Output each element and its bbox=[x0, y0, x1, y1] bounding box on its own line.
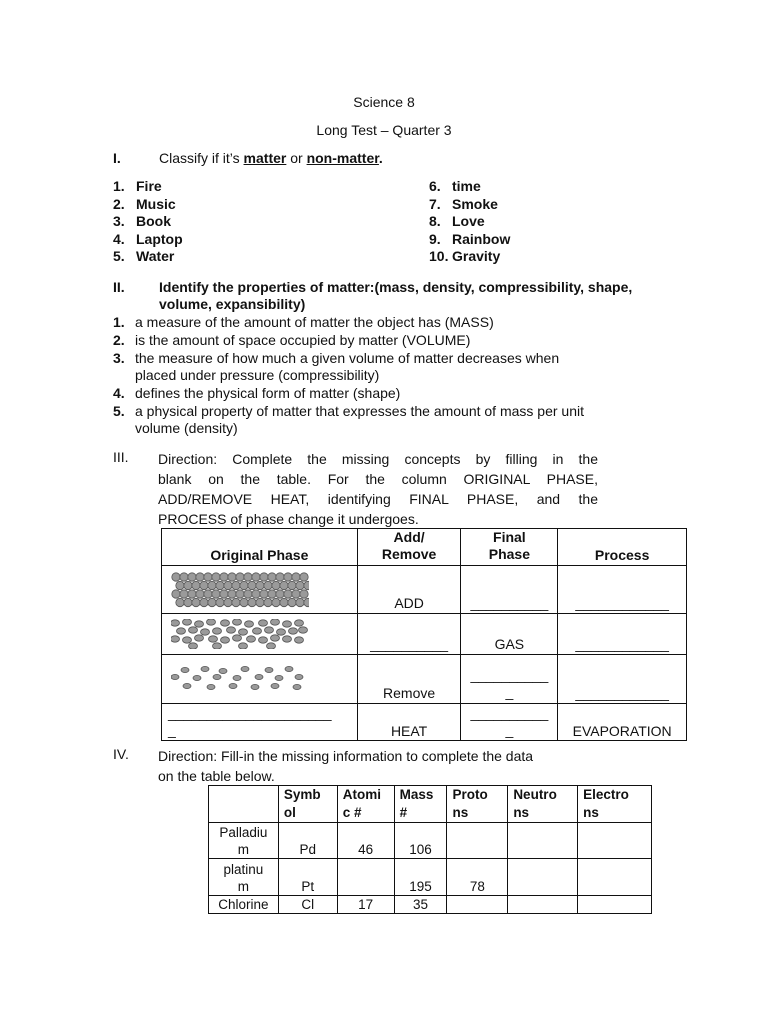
liquid-particles-illustration bbox=[171, 619, 309, 649]
property-item-line-1: a measure of the amount of matter the object has (MASS) bbox=[135, 314, 494, 330]
section-2-instruction bbox=[159, 279, 632, 313]
header-element bbox=[209, 786, 279, 823]
particle bbox=[220, 572, 228, 580]
particle bbox=[256, 581, 264, 589]
list-item-text: Love bbox=[452, 213, 485, 229]
particle bbox=[271, 619, 280, 625]
particle bbox=[255, 674, 263, 679]
property-item-text bbox=[135, 314, 673, 332]
list-item bbox=[429, 213, 485, 230]
property-item-line-1: a physical property of matter that expresses the amount of mass per unit bbox=[135, 402, 584, 419]
particle bbox=[195, 621, 204, 627]
particle bbox=[172, 589, 180, 597]
section-1-numeral: I. bbox=[113, 150, 121, 166]
phase-table-header-row bbox=[162, 529, 687, 566]
particle bbox=[192, 598, 200, 606]
particle bbox=[299, 627, 308, 633]
phase-table-row bbox=[162, 614, 687, 655]
particle bbox=[267, 643, 276, 649]
property-item-line-1: defines the physical form of matter (shape) bbox=[135, 385, 401, 402]
particle bbox=[200, 598, 208, 606]
list-item-text: Gravity bbox=[452, 248, 501, 264]
cell-symbol: Pd bbox=[278, 823, 337, 859]
list-item bbox=[113, 248, 174, 265]
particle bbox=[233, 675, 241, 680]
particle bbox=[232, 581, 240, 589]
particle bbox=[200, 581, 208, 589]
particle bbox=[259, 637, 268, 643]
subject-heading: Science 8 bbox=[353, 94, 415, 110]
particle bbox=[183, 683, 191, 688]
section-4-direction-line-2: on the table below. bbox=[158, 768, 275, 784]
particle bbox=[296, 598, 304, 606]
cell-process-blank[interactable]: ____________ bbox=[558, 566, 687, 614]
cell-final-phase-blank[interactable]: __________ bbox=[461, 566, 558, 614]
section-3-numeral: III. bbox=[113, 449, 129, 465]
particle bbox=[265, 627, 274, 633]
particle bbox=[171, 636, 180, 642]
element-table-row bbox=[209, 823, 652, 859]
particle bbox=[268, 589, 276, 597]
property-item-number: 2. bbox=[113, 331, 125, 348]
particle bbox=[248, 581, 256, 589]
particle bbox=[280, 581, 288, 589]
particle bbox=[260, 572, 268, 580]
list-item-number: 3. bbox=[113, 213, 125, 229]
element-table-row bbox=[209, 859, 652, 896]
particle bbox=[260, 589, 268, 597]
gas-particles-image bbox=[162, 655, 358, 704]
liquid-particles-image bbox=[162, 614, 358, 655]
section-2-instruction-line-1: Identify the properties of matter:(mass, density, compressibility, shape, bbox=[159, 279, 633, 295]
cell-original-phase-blank[interactable]: _____________________ _ bbox=[162, 704, 358, 741]
particle bbox=[253, 628, 262, 634]
particle bbox=[176, 581, 184, 589]
phase-table-row bbox=[162, 566, 687, 614]
particle bbox=[183, 619, 192, 625]
phase-change-table bbox=[161, 528, 687, 741]
list-item bbox=[429, 178, 481, 195]
list-item bbox=[429, 248, 500, 265]
particle bbox=[209, 636, 218, 642]
particle bbox=[224, 598, 232, 606]
list-item-number: 5. bbox=[113, 248, 125, 264]
particle bbox=[239, 643, 248, 649]
particle bbox=[207, 684, 215, 689]
particle bbox=[207, 619, 216, 625]
particle bbox=[228, 589, 236, 597]
particle bbox=[213, 643, 222, 649]
particle bbox=[204, 589, 212, 597]
particle bbox=[265, 667, 273, 672]
header-process: Process bbox=[558, 529, 687, 566]
cell-final-phase: GAS bbox=[461, 614, 558, 655]
particle bbox=[288, 598, 296, 606]
particle bbox=[276, 572, 284, 580]
particle bbox=[288, 581, 296, 589]
direction-line-2: blank on the table. For the column ORIGINAL PHASE, bbox=[158, 471, 598, 487]
list-item bbox=[429, 231, 510, 248]
list-item-text: Book bbox=[136, 213, 171, 229]
solid-particles-illustration bbox=[171, 572, 309, 608]
cell-mass-number: 195 bbox=[394, 859, 447, 896]
particle bbox=[277, 629, 286, 635]
list-item bbox=[429, 196, 498, 213]
header-protons: Proto ns bbox=[447, 786, 508, 823]
property-item bbox=[113, 403, 673, 438]
cell-process-blank[interactable]: ____________ bbox=[558, 614, 687, 655]
particle bbox=[236, 589, 244, 597]
particle bbox=[213, 674, 221, 679]
list-item-text: Laptop bbox=[136, 230, 183, 247]
cell-process-blank[interactable]: ____________ bbox=[558, 655, 687, 704]
particle bbox=[304, 581, 309, 589]
particle bbox=[184, 598, 192, 606]
particle bbox=[181, 667, 189, 672]
list-item-number: 4. bbox=[113, 230, 125, 247]
particle bbox=[227, 627, 236, 633]
section-4-direction-line-1: Direction: Fill-in the missing information to complete the data bbox=[158, 748, 534, 764]
list-item-number: 7. bbox=[429, 195, 441, 212]
particle bbox=[293, 684, 301, 689]
cell-electrons-blank[interactable] bbox=[578, 896, 652, 914]
cell-final-phase-blank[interactable]: __________ _ bbox=[461, 655, 558, 704]
property-item bbox=[113, 350, 673, 385]
list-item-text: Rainbow bbox=[452, 230, 511, 247]
particle bbox=[216, 581, 224, 589]
property-item-line-2: volume (density) bbox=[135, 420, 238, 437]
header-add-remove: Add/ Remove bbox=[357, 529, 461, 566]
section-2-numeral: II. bbox=[113, 279, 125, 295]
word-or: or bbox=[286, 150, 307, 166]
particle bbox=[212, 589, 220, 597]
particle bbox=[239, 629, 248, 635]
header-mass-number: Mass # bbox=[394, 786, 447, 823]
particle bbox=[180, 572, 188, 580]
particle bbox=[201, 666, 209, 671]
particle bbox=[283, 636, 292, 642]
property-item-text bbox=[135, 332, 673, 350]
particle bbox=[196, 589, 204, 597]
particle bbox=[240, 598, 248, 606]
particle bbox=[304, 598, 309, 606]
cell-neutrons-blank[interactable] bbox=[508, 823, 578, 859]
particle bbox=[300, 572, 308, 580]
header-neutrons: Neutro ns bbox=[508, 786, 578, 823]
particle bbox=[296, 581, 304, 589]
particle bbox=[221, 620, 230, 626]
element-table-header-row bbox=[209, 786, 652, 823]
list-item-text: Music bbox=[136, 195, 176, 212]
property-item-text bbox=[135, 403, 673, 438]
cell-add-remove: Remove bbox=[357, 655, 461, 704]
direction-line-1: Direction: Complete the missing concepts by filling in the bbox=[158, 451, 598, 467]
phase-table-row bbox=[162, 655, 687, 704]
instruction-suffix: . bbox=[378, 150, 383, 166]
particle bbox=[204, 572, 212, 580]
particle bbox=[221, 637, 230, 643]
particle bbox=[208, 581, 216, 589]
cell-neutrons-blank[interactable] bbox=[508, 896, 578, 914]
section-2-instruction-line-2: volume, expansibility) bbox=[159, 296, 306, 312]
particle bbox=[275, 675, 283, 680]
particle bbox=[292, 589, 300, 597]
cell-element-name: platinu m bbox=[209, 859, 279, 896]
cell-element-name: Chlorine bbox=[209, 896, 279, 914]
particle bbox=[259, 620, 268, 626]
phase-table-row bbox=[162, 704, 687, 741]
list-item-text: Fire bbox=[136, 178, 162, 194]
property-item bbox=[113, 314, 673, 332]
particle bbox=[272, 581, 280, 589]
cell-protons-blank[interactable] bbox=[447, 896, 508, 914]
cell-electrons-blank[interactable] bbox=[578, 859, 652, 896]
particle bbox=[183, 637, 192, 643]
list-item bbox=[113, 178, 162, 195]
list-item-number: 1. bbox=[113, 178, 125, 194]
test-title: Long Test – Quarter 3 bbox=[316, 122, 452, 138]
particle bbox=[245, 621, 254, 627]
particle bbox=[192, 581, 200, 589]
cell-process: EVAPORATION bbox=[558, 704, 687, 741]
particle bbox=[283, 621, 292, 627]
particle bbox=[284, 589, 292, 597]
particle bbox=[295, 674, 303, 679]
particle bbox=[224, 581, 232, 589]
particle bbox=[271, 635, 280, 641]
cell-electrons-blank[interactable] bbox=[578, 823, 652, 859]
particle bbox=[232, 598, 240, 606]
list-item-text: time bbox=[452, 178, 481, 194]
particle bbox=[189, 643, 198, 649]
list-item-text: Water bbox=[136, 248, 175, 264]
section-4-numeral: IV. bbox=[113, 746, 129, 762]
cell-protons-blank[interactable] bbox=[447, 823, 508, 859]
particle bbox=[241, 666, 249, 671]
particle bbox=[244, 589, 252, 597]
particle bbox=[292, 572, 300, 580]
particle bbox=[252, 589, 260, 597]
cell-atomic-number: 46 bbox=[337, 823, 394, 859]
list-item-number: 6. bbox=[429, 178, 441, 194]
particle bbox=[171, 620, 180, 626]
particle bbox=[184, 581, 192, 589]
particle bbox=[248, 598, 256, 606]
list-item-number: 10. bbox=[429, 248, 449, 264]
particle bbox=[180, 589, 188, 597]
particle bbox=[196, 572, 204, 580]
particle bbox=[284, 572, 292, 580]
particle bbox=[295, 620, 304, 626]
cell-mass-number: 106 bbox=[394, 823, 447, 859]
particle bbox=[244, 572, 252, 580]
particle bbox=[285, 666, 293, 671]
cell-element-name: Palladiu m bbox=[209, 823, 279, 859]
property-item-number: 1. bbox=[113, 314, 125, 330]
word-matter: matter bbox=[243, 150, 287, 166]
particle bbox=[251, 684, 259, 689]
particle bbox=[295, 637, 304, 643]
particle bbox=[208, 598, 216, 606]
particle bbox=[247, 636, 256, 642]
particle bbox=[236, 572, 244, 580]
direction-line-3: ADD/REMOVE HEAT, identifying FINAL PHASE, and the bbox=[158, 491, 598, 507]
list-item-number: 2. bbox=[113, 195, 125, 212]
particle bbox=[289, 628, 298, 634]
particle bbox=[219, 668, 227, 673]
cell-atomic-number-blank[interactable] bbox=[337, 859, 394, 896]
section-4-direction bbox=[158, 746, 533, 786]
header-original-phase: Original Phase bbox=[162, 529, 358, 566]
particle bbox=[233, 635, 242, 641]
particle bbox=[188, 589, 196, 597]
particle bbox=[176, 598, 184, 606]
header-electrons: Electro ns bbox=[578, 786, 652, 823]
cell-symbol: Cl bbox=[278, 896, 337, 914]
cell-mass-number: 35 bbox=[394, 896, 447, 914]
list-item-text: Smoke bbox=[452, 195, 498, 212]
particle bbox=[252, 572, 260, 580]
particle bbox=[276, 589, 284, 597]
particle bbox=[271, 683, 279, 688]
property-item bbox=[113, 332, 673, 350]
particle bbox=[220, 589, 228, 597]
particle bbox=[177, 628, 186, 634]
property-item-line-1: the measure of how much a given volume of matter decreases when bbox=[135, 349, 560, 366]
list-item bbox=[113, 196, 176, 213]
particle bbox=[172, 572, 180, 580]
particle bbox=[188, 572, 196, 580]
cell-neutrons-blank[interactable] bbox=[508, 859, 578, 896]
property-item bbox=[113, 385, 673, 403]
particle bbox=[212, 572, 220, 580]
particle bbox=[272, 598, 280, 606]
property-item-number: 4. bbox=[113, 385, 125, 402]
property-item-line-1: is the amount of space occupied by matter (VOLUME) bbox=[135, 331, 471, 348]
property-item-line-2: placed under pressure (compressibility) bbox=[135, 367, 380, 384]
particle bbox=[256, 598, 264, 606]
list-item-number: 9. bbox=[429, 230, 441, 247]
cell-final-phase-blank[interactable]: __________ _ bbox=[461, 704, 558, 741]
particle bbox=[300, 589, 308, 597]
particle bbox=[264, 581, 272, 589]
particle bbox=[189, 627, 198, 633]
element-table-row bbox=[209, 896, 652, 914]
particle bbox=[228, 572, 236, 580]
property-item-text bbox=[135, 350, 673, 385]
cell-add-remove: ADD bbox=[357, 566, 461, 614]
cell-protons: 78 bbox=[447, 859, 508, 896]
instruction-prefix: Classify if it’s bbox=[159, 150, 244, 166]
cell-atomic-number: 17 bbox=[337, 896, 394, 914]
element-data-table bbox=[208, 785, 652, 914]
list-item-number: 8. bbox=[429, 213, 441, 229]
property-item-text bbox=[135, 385, 673, 403]
direction-line-4: PROCESS of phase change it undergoes. bbox=[158, 511, 419, 527]
list-item bbox=[113, 213, 171, 230]
property-item-number: 5. bbox=[113, 402, 125, 419]
word-non-matter: non-matter bbox=[306, 150, 379, 166]
particle bbox=[213, 628, 222, 634]
section-1-instruction bbox=[159, 150, 383, 166]
gas-particles-illustration bbox=[171, 666, 311, 692]
particle bbox=[233, 619, 242, 625]
particle bbox=[216, 598, 224, 606]
particle bbox=[201, 629, 210, 635]
solid-particles-image bbox=[162, 566, 358, 614]
header-symbol: Symb ol bbox=[278, 786, 337, 823]
particle bbox=[171, 674, 179, 679]
particle bbox=[193, 675, 201, 680]
particle bbox=[229, 683, 237, 688]
particle bbox=[280, 598, 288, 606]
header-atomic-number: Atomi c # bbox=[337, 786, 394, 823]
property-item-number: 3. bbox=[113, 349, 125, 366]
cell-add-remove: HEAT bbox=[357, 704, 461, 741]
list-item bbox=[113, 231, 183, 248]
particle bbox=[268, 572, 276, 580]
cell-add-remove-blank[interactable]: __________ bbox=[357, 614, 461, 655]
section-3-direction bbox=[158, 449, 598, 529]
cell-symbol: Pt bbox=[278, 859, 337, 896]
header-final-phase: Final Phase bbox=[461, 529, 558, 566]
particle bbox=[264, 598, 272, 606]
particle bbox=[240, 581, 248, 589]
particle bbox=[195, 635, 204, 641]
